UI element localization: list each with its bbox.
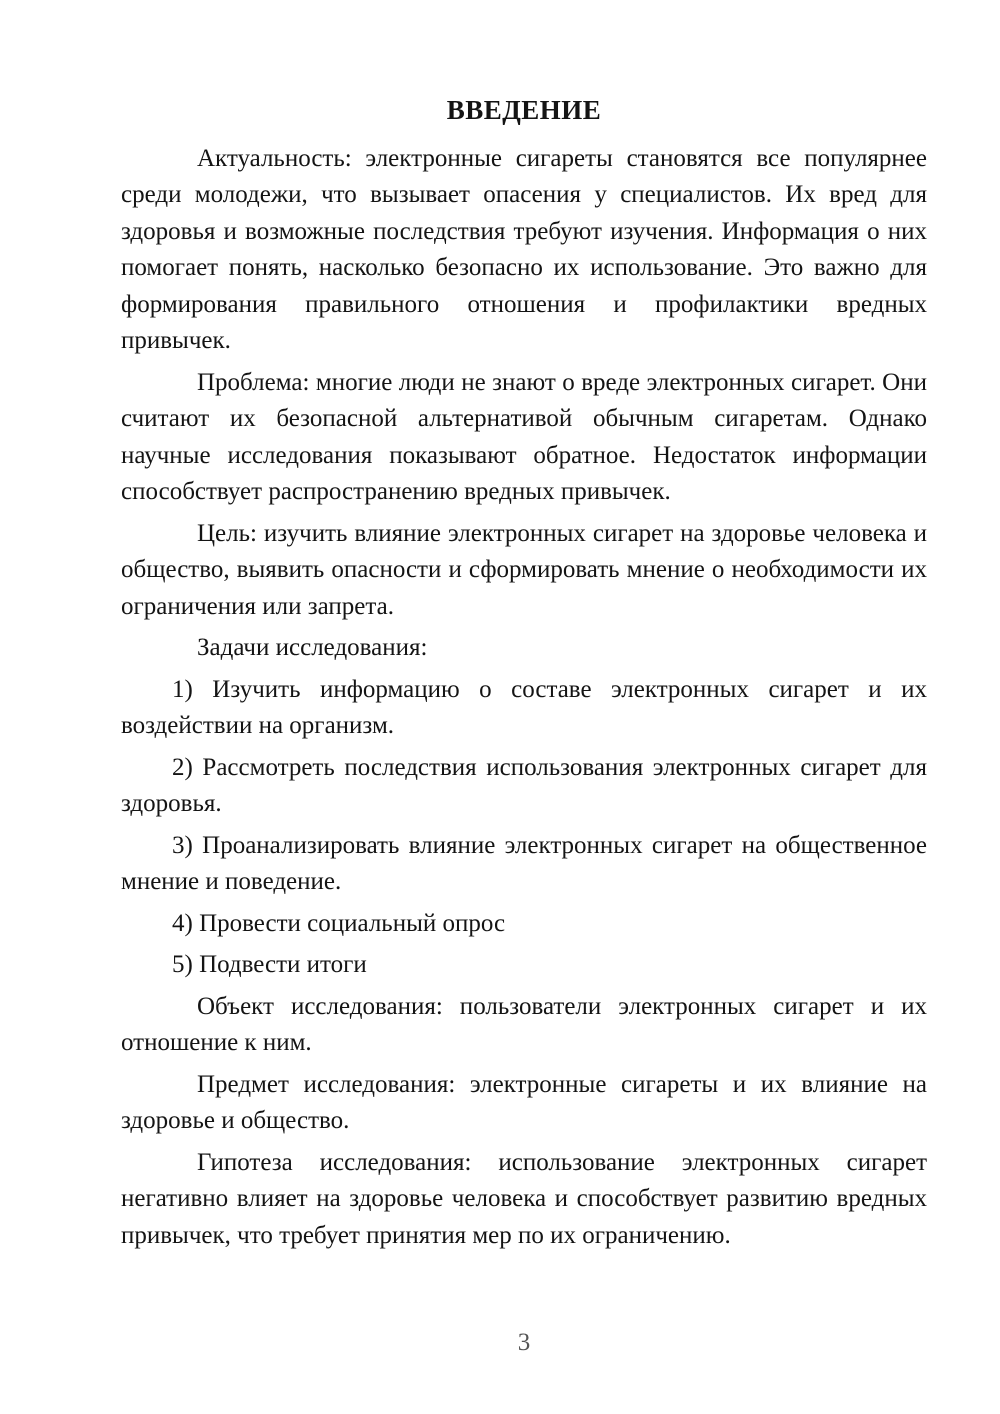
page-number: 3 — [517, 1329, 531, 1356]
page-title: ВВЕДЕНИЕ — [446, 95, 602, 125]
paragraph: Предмет исследования: электронные сигареты и их влияние на здоровье и общество. — [121, 1070, 927, 1134]
list-item: 3) Проанализировать влияние электронных сигарет на общественное мнение и поведение. — [121, 831, 927, 895]
paragraph: Проблема: многие люди не знают о вреде электронных сигарет. Они считают их безопасной альтернативой обычным сигаретам. Однако научные исследования показывают обратное. Недостаток информации способствует распространению вредных привычек. — [121, 368, 927, 505]
paragraph: Актуальность: электронные сигареты становятся все популярнее среди молодежи, что вызывает опасения у специалистов. Их вред для здоровья и возможные последствия требуют изучения. Информация о них помогает понять, насколько безопасно их использование. Это важно для формирования правильного отношения и профилактики вредных привычек. — [121, 144, 927, 354]
paragraph-list — [121, 141, 927, 1255]
list-item: 5) Подвести итоги — [172, 951, 367, 978]
paragraph: Гипотеза исследования: использование электронных сигарет негативно влияет на здоровье человека и способствует развитию вредных привычек, что требует принятия мер по их ограничению. — [121, 1148, 927, 1249]
list-item: 4) Провести социальный опрос — [172, 909, 506, 937]
document-body — [121, 92, 927, 1259]
paragraph: Задачи исследования: — [197, 634, 428, 661]
list-item: 2) Рассмотреть последствия использования электронных сигарет для здоровья. — [121, 753, 927, 817]
list-item: 1) Изучить информацию о составе электронных сигарет и их воздействии на организм. — [121, 675, 927, 739]
paragraph: Цель: изучить влияние электронных сигарет на здоровье человека и общество, выявить опасности и сформировать мнение о необходимости их ограничения или запрета. — [121, 519, 927, 620]
paragraph: Объект исследования: пользователи электронных сигарет и их отношение к ним. — [121, 992, 927, 1056]
